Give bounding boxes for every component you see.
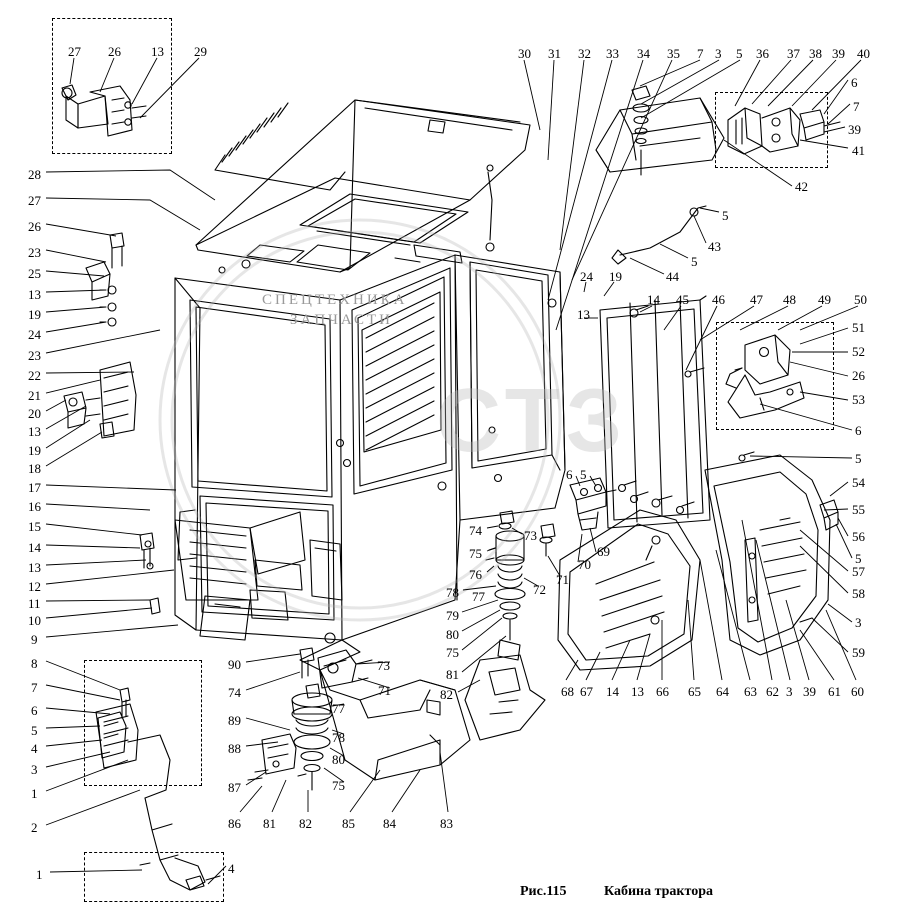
callout-number: 53 <box>852 392 865 407</box>
callout-number: 55 <box>852 502 865 517</box>
callout-number: 3 <box>786 684 793 699</box>
callout-number: 31 <box>548 46 561 61</box>
callout-number: 30 <box>518 46 531 61</box>
callout-number: 1 <box>31 786 38 801</box>
callout-number: 5 <box>691 254 698 269</box>
callout-number: 5 <box>31 723 38 738</box>
callout-number: 23 <box>28 245 41 260</box>
callout-number: 58 <box>852 586 865 601</box>
callout-number: 46 <box>712 292 725 307</box>
callout-number: 4 <box>228 861 235 876</box>
callout-number: 13 <box>28 560 41 575</box>
callout-number: 69 <box>597 544 610 559</box>
callout-number: 48 <box>783 292 796 307</box>
callout-number: 9 <box>31 632 38 647</box>
callout-number: 27 <box>28 193 41 208</box>
callout-number: 26 <box>852 368 865 383</box>
callout-number: 6 <box>566 467 573 482</box>
callout-number: 39 <box>832 46 845 61</box>
callout-number: 75 <box>446 645 459 660</box>
callout-number: 27 <box>68 44 81 59</box>
callout-number: 90 <box>228 657 241 672</box>
callout-number: 65 <box>688 684 701 699</box>
figure-caption-number: Рис.115 <box>520 884 567 899</box>
callout-number: 3 <box>31 762 38 777</box>
callout-number: 66 <box>656 684 669 699</box>
callout-number: 81 <box>263 816 276 831</box>
callout-number: 32 <box>578 46 591 61</box>
callout-number: 44 <box>666 269 679 284</box>
callout-number: 56 <box>852 529 865 544</box>
callout-number: 72 <box>533 582 546 597</box>
callout-number: 81 <box>446 667 459 682</box>
callout-number: 7 <box>697 46 704 61</box>
callout-number: 68 <box>561 684 574 699</box>
callout-number: 39 <box>803 684 816 699</box>
callout-number: 26 <box>28 219 41 234</box>
callout-number: 51 <box>852 320 865 335</box>
callout-number: 6 <box>31 703 38 718</box>
callout-number: 57 <box>852 564 865 579</box>
callout-number: 34 <box>637 46 650 61</box>
callout-number: 63 <box>744 684 757 699</box>
callout-number: 86 <box>228 816 241 831</box>
callout-number: 71 <box>556 572 569 587</box>
callout-number: 1 <box>36 867 43 882</box>
callout-number: 37 <box>787 46 800 61</box>
callout-number: 6 <box>851 75 858 90</box>
callout-number: 7 <box>31 680 38 695</box>
callout-number: 36 <box>756 46 769 61</box>
callout-number: 89 <box>228 713 241 728</box>
callout-number: 76 <box>469 567 482 582</box>
callout-number: 3 <box>855 615 862 630</box>
callout-number: 23 <box>28 348 41 363</box>
callout-number: 29 <box>194 44 207 59</box>
callout-number: 5 <box>855 551 862 566</box>
callout-number: 22 <box>28 368 41 383</box>
callout-number: 42 <box>795 179 808 194</box>
callout-number: 75 <box>332 778 345 793</box>
callout-number: 79 <box>446 608 459 623</box>
callout-number: 39 <box>848 122 861 137</box>
callout-number: 85 <box>342 816 355 831</box>
callout-number: 2 <box>31 820 38 835</box>
callout-number: 3 <box>715 46 722 61</box>
watermark-top-text: СПЕЦТЕХНИКА <box>262 292 408 308</box>
callout-number: 13 <box>631 684 644 699</box>
callout-number: 13 <box>577 307 590 322</box>
callout-number: 33 <box>606 46 619 61</box>
callout-number: 50 <box>854 292 867 307</box>
callout-number: 82 <box>440 687 453 702</box>
callout-number: 40 <box>857 46 870 61</box>
callout-number: 21 <box>28 388 41 403</box>
callout-number: 80 <box>332 752 345 767</box>
callout-number: 7 <box>853 99 860 114</box>
callout-number: 77 <box>472 589 485 604</box>
callout-number: 59 <box>852 645 865 660</box>
callout-number: 14 <box>647 292 660 307</box>
callout-number: 18 <box>28 461 41 476</box>
callout-number: 52 <box>852 344 865 359</box>
callout-number: 83 <box>440 816 453 831</box>
callout-number: 70 <box>578 557 591 572</box>
callout-number: 49 <box>818 292 831 307</box>
callout-number: 13 <box>28 287 41 302</box>
callout-number: 13 <box>28 424 41 439</box>
callout-number: 78 <box>332 730 345 745</box>
callout-number: 35 <box>667 46 680 61</box>
callout-number: 5 <box>580 467 587 482</box>
callout-number: 61 <box>828 684 841 699</box>
callout-number: 73 <box>377 658 390 673</box>
callout-number: 19 <box>28 307 41 322</box>
callout-number: 8 <box>31 656 38 671</box>
callout-number: 75 <box>469 546 482 561</box>
callout-number: 14 <box>28 540 41 555</box>
callout-number: 60 <box>851 684 864 699</box>
callout-number: 67 <box>580 684 593 699</box>
callout-number: 45 <box>676 292 689 307</box>
watermark-logo: СТЗ <box>436 371 629 471</box>
callout-number: 78 <box>446 585 459 600</box>
callout-number: 64 <box>716 684 729 699</box>
callout-number: 77 <box>332 701 345 716</box>
callout-number: 73 <box>524 528 537 543</box>
callout-number: 16 <box>28 499 41 514</box>
callout-number: 43 <box>708 239 721 254</box>
callout-number: 80 <box>446 627 459 642</box>
callout-number: 74 <box>228 685 241 700</box>
callout-number: 24 <box>28 327 41 342</box>
callout-number: 24 <box>580 269 593 284</box>
callout-number: 74 <box>469 523 482 538</box>
callout-number: 47 <box>750 292 763 307</box>
callout-number: 12 <box>28 579 41 594</box>
callout-number: 62 <box>766 684 779 699</box>
figure-caption-title: Кабина трактора <box>604 884 713 899</box>
callout-number: 19 <box>28 443 41 458</box>
callout-number: 54 <box>852 475 865 490</box>
callout-number: 38 <box>809 46 822 61</box>
callout-number: 82 <box>299 816 312 831</box>
callout-number: 25 <box>28 266 41 281</box>
callout-number: 17 <box>28 480 41 495</box>
callout-number: 41 <box>852 143 865 158</box>
callout-number: 13 <box>151 44 164 59</box>
callout-number: 5 <box>722 208 729 223</box>
callout-number: 5 <box>736 46 743 61</box>
callout-number: 87 <box>228 780 241 795</box>
callout-number: 84 <box>383 816 396 831</box>
watermark-mid-text: ЗАПЧАСТИ <box>290 312 394 328</box>
callout-number: 4 <box>31 741 38 756</box>
callout-number: 26 <box>108 44 121 59</box>
callout-number: 6 <box>855 423 862 438</box>
callout-number: 5 <box>855 451 862 466</box>
callout-number: 15 <box>28 519 41 534</box>
callout-number: 19 <box>609 269 622 284</box>
callout-number: 10 <box>28 613 41 628</box>
callout-number: 14 <box>606 684 619 699</box>
callout-number: 20 <box>28 406 41 421</box>
callout-number: 28 <box>28 167 41 182</box>
callout-number: 11 <box>28 596 41 611</box>
callout-number: 88 <box>228 741 241 756</box>
callout-number: 71 <box>378 683 391 698</box>
